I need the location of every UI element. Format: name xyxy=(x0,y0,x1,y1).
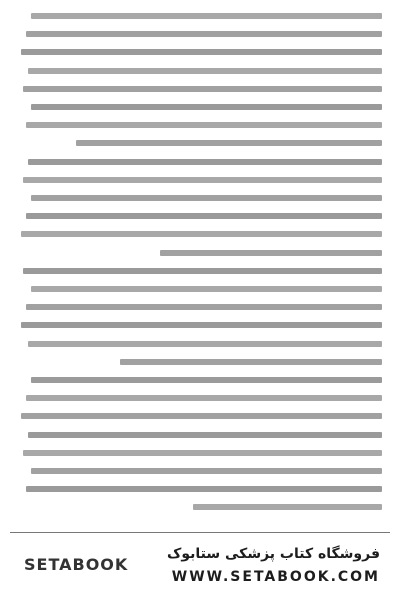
body-text-line xyxy=(26,213,382,219)
body-text-line xyxy=(23,86,382,92)
body-text-line xyxy=(31,13,382,19)
body-text-line xyxy=(31,104,382,110)
body-text-line xyxy=(28,68,382,74)
body-text-line xyxy=(23,450,382,456)
logo xyxy=(20,543,129,585)
body-text-line xyxy=(31,286,382,292)
body-text-line xyxy=(31,195,382,201)
footer xyxy=(0,536,400,593)
body-text-line xyxy=(26,304,382,310)
body-text-line xyxy=(21,49,382,55)
body-text-line xyxy=(160,250,382,256)
body-text-line xyxy=(28,159,382,165)
body-text-line xyxy=(28,432,382,438)
body-text-line xyxy=(26,31,382,37)
body-text-line xyxy=(26,486,382,492)
body-text-line xyxy=(21,231,382,237)
body-text-line xyxy=(31,468,382,474)
body-text-line xyxy=(193,504,382,510)
body-text-line xyxy=(23,177,382,183)
body-text-block xyxy=(18,8,382,520)
body-text-line xyxy=(21,413,382,419)
footer-divider xyxy=(10,532,390,533)
body-text-line xyxy=(26,122,382,128)
shop-name: فروشگاه کتاب پزشکی ستابوک xyxy=(167,546,380,562)
body-text-line xyxy=(76,140,382,146)
body-text-line xyxy=(23,268,382,274)
logo-text: SETABOOK xyxy=(24,554,129,574)
body-text-line xyxy=(26,395,382,401)
shop-url: WWW.SETABOOK.COM xyxy=(171,569,380,585)
body-text-line xyxy=(31,377,382,383)
body-text-line xyxy=(120,359,382,365)
body-text-line xyxy=(21,322,382,328)
body-text-line xyxy=(28,341,382,347)
